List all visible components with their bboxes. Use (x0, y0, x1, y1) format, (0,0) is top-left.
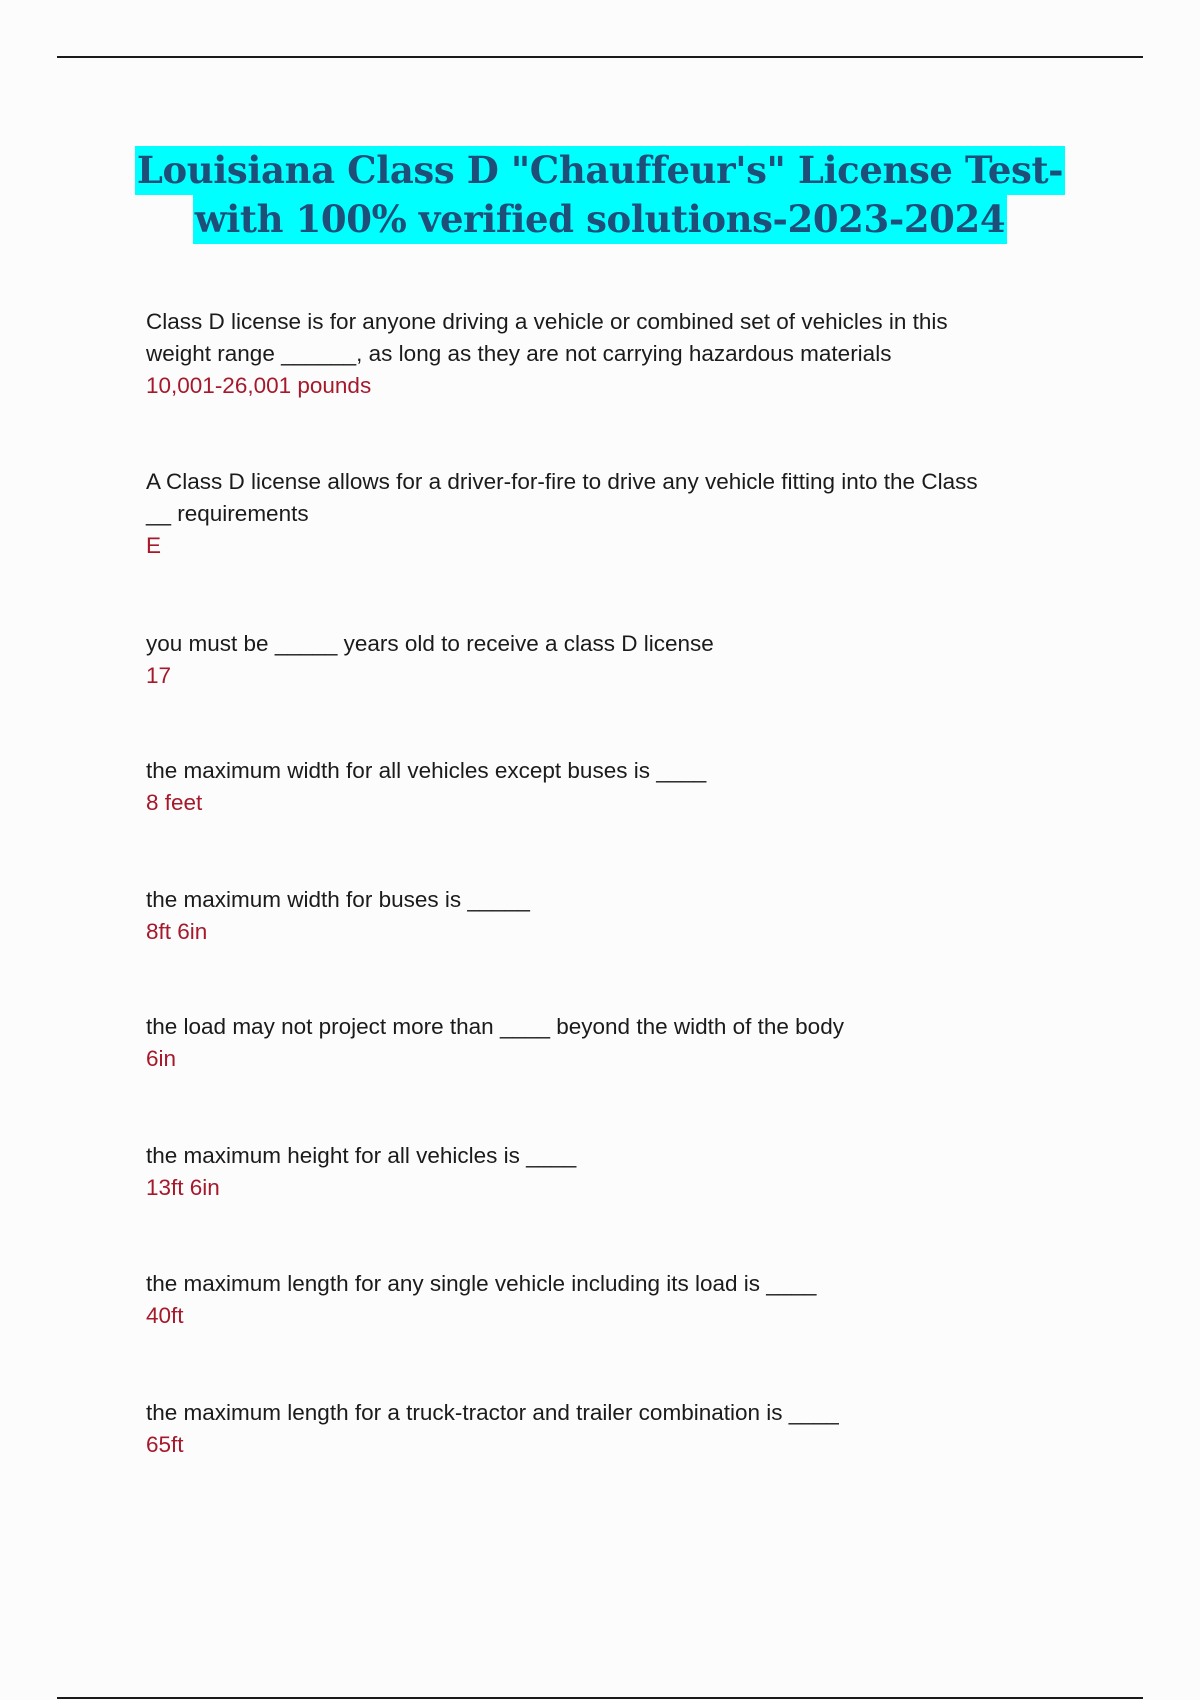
title-line-1: Louisiana Class D "Chauffeur's" License Test- (135, 146, 1065, 195)
qa-item-1 (146, 306, 1046, 402)
question-3: you must be _____ years old to receive a class D license (146, 631, 714, 656)
qa-item-5 (146, 884, 1046, 948)
question-8: the maximum length for any single vehicle including its load is ____ (146, 1271, 817, 1296)
answer-8: 40ft (146, 1303, 184, 1328)
qa-item-2 (146, 466, 1046, 562)
document-title (0, 146, 1200, 244)
question-2-line-1: A Class D license allows for a driver-for-fire to drive any vehicle fitting into the Class (146, 469, 978, 494)
title-line-2: with 100% verified solutions-2023-2024 (193, 195, 1007, 244)
qa-item-7 (146, 1140, 1046, 1204)
question-1-line-2: weight range ______, as long as they are not carrying hazardous materials (146, 341, 892, 366)
answer-7: 13ft 6in (146, 1175, 220, 1200)
question-1-line-1: Class D license is for anyone driving a vehicle or combined set of vehicles in this (146, 309, 948, 334)
question-5: the maximum width for buses is _____ (146, 887, 530, 912)
answer-9: 65ft (146, 1432, 184, 1457)
answer-6: 6in (146, 1046, 177, 1071)
qa-item-9 (146, 1397, 1046, 1461)
question-2-line-2: __ requirements (146, 501, 309, 526)
qa-item-6 (146, 1011, 1046, 1075)
header-rule (57, 56, 1143, 58)
footer-rule (57, 1697, 1143, 1699)
question-9: the maximum length for a truck-tractor and trailer combination is ____ (146, 1400, 839, 1425)
question-7: the maximum height for all vehicles is ____ (146, 1143, 577, 1168)
answer-2: E (146, 533, 162, 558)
question-4: the maximum width for all vehicles except buses is ____ (146, 758, 707, 783)
answer-5: 8ft 6in (146, 919, 208, 944)
answer-4: 8 feet (146, 790, 203, 815)
answer-1: 10,001-26,001 pounds (146, 373, 372, 398)
question-6: the load may not project more than ____ beyond the width of the body (146, 1014, 844, 1039)
qa-item-4 (146, 755, 1046, 819)
qa-item-8 (146, 1268, 1046, 1332)
qa-item-3 (146, 628, 1046, 692)
answer-3: 17 (146, 663, 172, 688)
